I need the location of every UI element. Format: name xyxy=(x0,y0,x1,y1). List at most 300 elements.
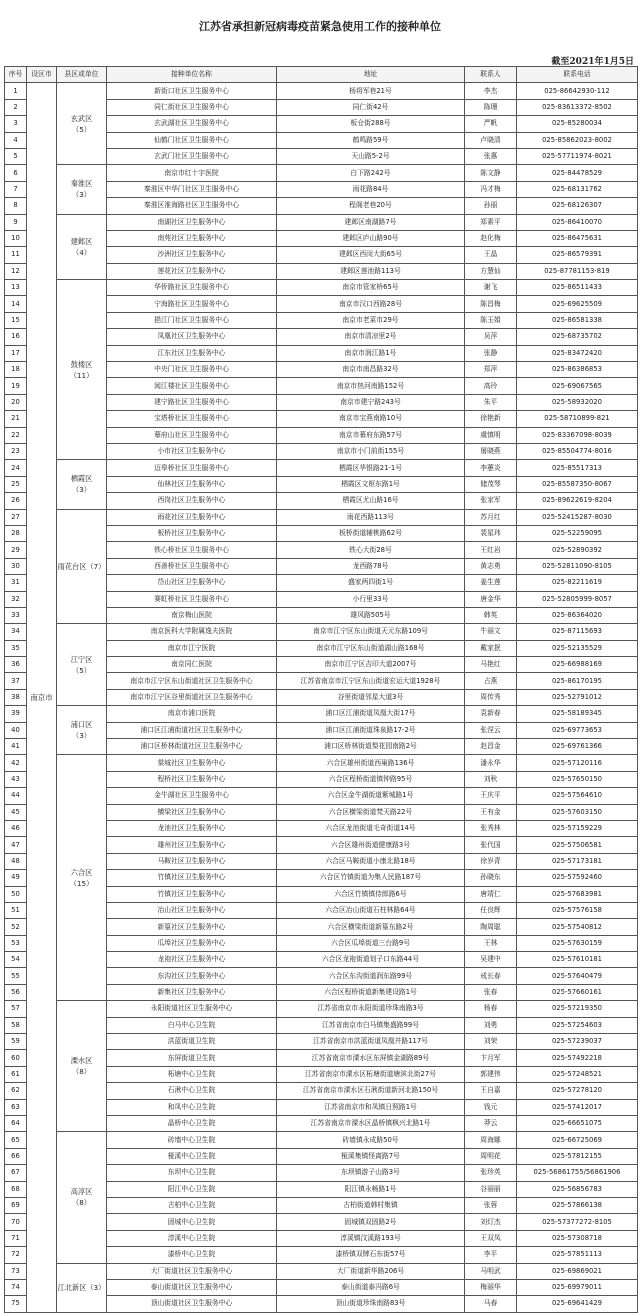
row-index: 67 xyxy=(5,1165,27,1181)
address: 六合区马鞍街道小康北路18号 xyxy=(277,853,465,869)
row-index: 60 xyxy=(5,1050,27,1066)
contact-person: 方慧仙 xyxy=(465,263,517,279)
phone: 025-66988169 xyxy=(517,657,638,673)
unit-name: 秦淮区淮海路社区卫生服务中心 xyxy=(107,198,277,214)
unit-name: 新集社区卫生服务中心 xyxy=(107,984,277,1000)
phone: 025-69067565 xyxy=(517,378,638,394)
row-index: 30 xyxy=(5,558,27,574)
unit-name: 冶山社区卫生服务中心 xyxy=(107,902,277,918)
unit-name: 漆桥中心卫生院 xyxy=(107,1247,277,1263)
unit-name: 龙池社区卫生服务中心 xyxy=(107,820,277,836)
contact-person: 杨春 xyxy=(465,1001,517,1017)
header-phone: 联系电话 xyxy=(517,67,638,83)
phone: 025-66651075 xyxy=(517,1116,638,1132)
phone: 025-57564610 xyxy=(517,788,638,804)
phone: 025-89622619-8204 xyxy=(517,493,638,509)
unit-name: 金牛湖社区卫生服务中心 xyxy=(107,788,277,804)
row-index: 10 xyxy=(5,230,27,246)
address: 江苏省南京市溧水区柘塘街道塘滨北街27号 xyxy=(277,1066,465,1082)
unit-name: 南京市江宁区东山街道社区卫生服务中心 xyxy=(107,673,277,689)
contact-person: 孙晓东 xyxy=(465,870,517,886)
phone: 025-85862023-8002 xyxy=(517,132,638,148)
phone: 025-56861755/56861906 xyxy=(517,1165,638,1181)
row-index: 39 xyxy=(5,706,27,722)
row-index: 71 xyxy=(5,1230,27,1246)
page-title: 江苏省承担新冠病毒疫苗紧急使用工作的接种单位 xyxy=(199,20,441,33)
contact-person: 戒长春 xyxy=(465,968,517,984)
district-cell xyxy=(57,1263,107,1312)
contact-person: 唐金华 xyxy=(465,591,517,607)
phone: 025-69625509 xyxy=(517,296,638,312)
address: 六合区龙袍街道划子口东路44号 xyxy=(277,952,465,968)
unit-name: 东屏街道卫生院 xyxy=(107,1050,277,1066)
row-index: 73 xyxy=(5,1263,27,1279)
unit-name: 南京市浦口医院 xyxy=(107,706,277,722)
row-index: 33 xyxy=(5,607,27,623)
address: 铁心大街28号 xyxy=(277,542,465,558)
unit-name: 东坝中心卫生院 xyxy=(107,1165,277,1181)
address: 古柏街道韩村集镇 xyxy=(277,1197,465,1213)
phone: 025-58710899-821 xyxy=(517,411,638,427)
unit-name: 仙鹤门社区卫生服务中心 xyxy=(107,132,277,148)
row-index: 65 xyxy=(5,1132,27,1148)
unit-name: 板桥社区卫生服务中心 xyxy=(107,525,277,541)
district-name: 浦口区 xyxy=(70,720,93,730)
row-index: 9 xyxy=(5,214,27,230)
contact-person: 孙丽 xyxy=(465,198,517,214)
address: 六合区竹镇街道为集人民路187号 xyxy=(277,870,465,886)
address: 六合区横梁街道新篁东路2号 xyxy=(277,919,465,935)
phone: 025-85517313 xyxy=(517,460,638,476)
phone: 025-69869021 xyxy=(517,1263,638,1279)
contact-person: 赵化梅 xyxy=(465,230,517,246)
address: 南京市江宁区吉印大道2007号 xyxy=(277,657,465,673)
contact-person: 王有金 xyxy=(465,804,517,820)
address: 六合区龙池街道毛奇街道14号 xyxy=(277,820,465,836)
contact-person: 潘永华 xyxy=(465,755,517,771)
row-index: 25 xyxy=(5,476,27,492)
row-index: 58 xyxy=(5,1017,27,1033)
district-cell xyxy=(57,1132,107,1263)
row-index: 48 xyxy=(5,853,27,869)
contact-person: 张静 xyxy=(465,345,517,361)
row-index: 28 xyxy=(5,525,27,541)
contact-person: 陈文静 xyxy=(465,165,517,181)
phone: 025-83613372-8502 xyxy=(517,99,638,115)
unit-name: 永阳街道社区卫生服务中心 xyxy=(107,1001,277,1017)
phone: 025-85587350-8067 xyxy=(517,476,638,492)
phone: 025-57239037 xyxy=(517,1034,638,1050)
phone: 025-86511433 xyxy=(517,280,638,296)
address: 江苏省南京市溧水区东屏镇金湖路89号 xyxy=(277,1050,465,1066)
address: 南京市建宁路243号 xyxy=(277,394,465,410)
phone: 025-69773653 xyxy=(517,722,638,738)
district-name: 江宁区 xyxy=(70,654,93,664)
phone: 025-57219350 xyxy=(517,1001,638,1017)
row-index: 35 xyxy=(5,640,27,656)
unit-name: 竹镇社区卫生服务中心 xyxy=(107,870,277,886)
unit-name: 宝塔桥社区卫生服务中心 xyxy=(107,411,277,427)
unit-name: 雨花社区卫生服务中心 xyxy=(107,509,277,525)
address: 江苏省南京市溧水区石湫街道新河北路150号 xyxy=(277,1083,465,1099)
contact-person: 张秀林 xyxy=(465,820,517,836)
table-row xyxy=(5,755,638,771)
address: 六合区冶山街道石柱林路64号 xyxy=(277,902,465,918)
address: 六合区程桥街道新集建设路1号 xyxy=(277,984,465,1000)
date-note: 截至2021年1月5日 xyxy=(551,57,634,67)
contact-person: 冯才梅 xyxy=(465,181,517,197)
phone: 025-57576158 xyxy=(517,902,638,918)
unit-name: 南京市江宁医院 xyxy=(107,640,277,656)
district-cell xyxy=(57,509,107,624)
phone: 025-86642930-112 xyxy=(517,83,638,99)
phone: 025-69641429 xyxy=(517,1296,638,1312)
table-row xyxy=(5,1001,638,1017)
contact-person: 刘灯杰 xyxy=(465,1214,517,1230)
phone: 025-52811090-8105 xyxy=(517,558,638,574)
phone: 025-57377272-8105 xyxy=(517,1214,638,1230)
unit-name: 雄州社区卫生服务中心 xyxy=(107,837,277,853)
contact-person: 朱平 xyxy=(465,394,517,410)
address: 程阁老巷20号 xyxy=(277,198,465,214)
district-count: （8） xyxy=(72,1198,91,1208)
row-index: 72 xyxy=(5,1247,27,1263)
phone: 025-68131762 xyxy=(517,181,638,197)
unit-name: 铁心桥社区卫生服务中心 xyxy=(107,542,277,558)
row-index: 21 xyxy=(5,411,27,427)
phone: 025-86581338 xyxy=(517,312,638,328)
district-cell xyxy=(57,460,107,509)
district-count: （3） xyxy=(72,485,91,495)
contact-person: 唐靖仁 xyxy=(465,886,517,902)
contact-person: 牛丽文 xyxy=(465,624,517,640)
address: 南京市热河南路152号 xyxy=(277,378,465,394)
unit-name: 沙洲社区卫生服务中心 xyxy=(107,247,277,263)
phone: 025-52415287-8030 xyxy=(517,509,638,525)
contact-person: 刘秋 xyxy=(465,771,517,787)
contact-person: 裴星玮 xyxy=(465,525,517,541)
contact-person: 梅丽华 xyxy=(465,1279,517,1295)
row-index: 75 xyxy=(5,1296,27,1312)
unit-name: 砖墙中心卫生院 xyxy=(107,1132,277,1148)
address: 南京市清凉里2号 xyxy=(277,329,465,345)
header-contact: 联系人 xyxy=(465,67,517,83)
unit-name: 同仁街社区卫生服务中心 xyxy=(107,99,277,115)
phone: 025-86579391 xyxy=(517,247,638,263)
contact-person: 卢晓清 xyxy=(465,132,517,148)
contact-person: 王晶 xyxy=(465,247,517,263)
contact-person: 马春 xyxy=(465,1296,517,1312)
row-index: 5 xyxy=(5,148,27,164)
address: 龙西路78号 xyxy=(277,558,465,574)
contact-person: 陈珊 xyxy=(465,99,517,115)
contact-person: 郑萍 xyxy=(465,362,517,378)
unit-name: 竹镇社区卫生服务中心 xyxy=(107,886,277,902)
unit-name: 玄武门社区卫生服务中心 xyxy=(107,148,277,164)
address: 六合区金牛湖街道紫城路1号 xyxy=(277,788,465,804)
phone: 025-57278120 xyxy=(517,1083,638,1099)
phone: 025-57851113 xyxy=(517,1247,638,1263)
district-count: （8） xyxy=(72,1067,91,1077)
phone: 025-68735702 xyxy=(517,329,638,345)
phone: 025-82211619 xyxy=(517,575,638,591)
contact-person: 马明武 xyxy=(465,1263,517,1279)
unit-name: 建宁路社区卫生服务中心 xyxy=(107,394,277,410)
contact-person: 王双凤 xyxy=(465,1230,517,1246)
address: 大厂街道新华路206号 xyxy=(277,1263,465,1279)
row-index: 17 xyxy=(5,345,27,361)
contact-person: 徐艳新 xyxy=(465,411,517,427)
phone: 025-57120116 xyxy=(517,755,638,771)
vaccination-table xyxy=(4,66,638,1313)
address: 江苏省南京市白马镇集盛路99号 xyxy=(277,1017,465,1033)
phone: 025-85504774-8016 xyxy=(517,443,638,459)
district-count: （15） xyxy=(69,878,94,888)
table-row xyxy=(5,165,638,181)
row-index: 2 xyxy=(5,99,27,115)
phone: 025-68126307 xyxy=(517,198,638,214)
unit-name: 柘塘中心卫生院 xyxy=(107,1066,277,1082)
unit-name: 顶山街道社区卫生服务中心 xyxy=(107,1296,277,1312)
contact-person: 姜生莲 xyxy=(465,575,517,591)
address: 南京市幕府东路57号 xyxy=(277,427,465,443)
phone: 025-86170195 xyxy=(517,673,638,689)
district-cell xyxy=(57,624,107,706)
unit-name: 挹江门社区卫生服务中心 xyxy=(107,312,277,328)
phone: 025-87115693 xyxy=(517,624,638,640)
address: 鹤鸣路59号 xyxy=(277,132,465,148)
phone: 025-57159229 xyxy=(517,820,638,836)
address: 建邺区莲池路113号 xyxy=(277,263,465,279)
phone: 025-57640479 xyxy=(517,968,638,984)
unit-name: 古柏中心卫生院 xyxy=(107,1197,277,1213)
district-cell xyxy=(57,280,107,460)
address: 淳溪镇汶溪路193号 xyxy=(277,1230,465,1246)
address: 六合区瓜埠街道三台路9号 xyxy=(277,935,465,951)
row-index: 68 xyxy=(5,1181,27,1197)
unit-name: 西善桥社区卫生服务中心 xyxy=(107,558,277,574)
row-index: 40 xyxy=(5,722,27,738)
unit-name: 中央门社区卫生服务中心 xyxy=(107,362,277,378)
address: 南京市汉口西路28号 xyxy=(277,296,465,312)
unit-name: 西岗社区卫生服务中心 xyxy=(107,493,277,509)
contact-person: 郑素平 xyxy=(465,214,517,230)
row-index: 26 xyxy=(5,493,27,509)
unit-name: 岱山社区卫生服务中心 xyxy=(107,575,277,591)
phone: 025-56856783 xyxy=(517,1181,638,1197)
unit-name: 莲花社区卫生服务中心 xyxy=(107,263,277,279)
phone: 025-83367098-8039 xyxy=(517,427,638,443)
phone: 025-52791012 xyxy=(517,689,638,705)
contact-person: 张涅云 xyxy=(465,722,517,738)
row-index: 14 xyxy=(5,296,27,312)
district-cell xyxy=(57,165,107,214)
unit-name: 南苑社区卫生服务中心 xyxy=(107,230,277,246)
phone: 025-52259095 xyxy=(517,525,638,541)
address: 江苏省南京市江宁区东山街道宏运大道1928号 xyxy=(277,673,465,689)
phone: 025-57248521 xyxy=(517,1066,638,1082)
row-index: 63 xyxy=(5,1099,27,1115)
contact-person: 张珍英 xyxy=(465,1165,517,1181)
unit-name: 华侨路社区卫生服务中心 xyxy=(107,280,277,296)
row-index: 44 xyxy=(5,788,27,804)
district-name: 高淳区 xyxy=(70,1187,93,1197)
row-index: 6 xyxy=(5,165,27,181)
address: 桠溪集镇怪离路7号 xyxy=(277,1148,465,1164)
contact-person: 李蕙炎 xyxy=(465,460,517,476)
phone: 025-57506581 xyxy=(517,837,638,853)
address: 小行里33号 xyxy=(277,591,465,607)
unit-name: 晶桥中心卫生院 xyxy=(107,1116,277,1132)
contact-person: 张惠 xyxy=(465,148,517,164)
row-index: 70 xyxy=(5,1214,27,1230)
row-index: 19 xyxy=(5,378,27,394)
address: 南京市江宁区东山街道天元东路109号 xyxy=(277,624,465,640)
contact-person: 占燕 xyxy=(465,673,517,689)
row-index: 29 xyxy=(5,542,27,558)
address: 建邺区南湖路7号 xyxy=(277,214,465,230)
unit-name: 洪蓝街道卫生院 xyxy=(107,1034,277,1050)
unit-name: 仙林社区卫生服务中心 xyxy=(107,476,277,492)
row-index: 34 xyxy=(5,624,27,640)
table-row xyxy=(5,624,638,640)
contact-person: 王自嘉 xyxy=(465,1083,517,1099)
unit-name: 南京市红十字医院 xyxy=(107,165,277,181)
district-cell xyxy=(57,1001,107,1132)
contact-person: 王林 xyxy=(465,935,517,951)
address: 阳江镇永畅路1号 xyxy=(277,1181,465,1197)
contact-person: 戴家抿 xyxy=(465,640,517,656)
district-cell xyxy=(57,706,107,755)
contact-person: 李杰 xyxy=(465,83,517,99)
phone: 025-57540812 xyxy=(517,919,638,935)
district-count: （11） xyxy=(69,370,94,380)
phone: 025-57630159 xyxy=(517,935,638,951)
district-cell xyxy=(57,83,107,165)
district-count: （3） xyxy=(72,190,91,200)
contact-person: 谷丽丽 xyxy=(465,1181,517,1197)
phone: 025-52890392 xyxy=(517,542,638,558)
unit-name: 迈皋桥社区卫生服务中心 xyxy=(107,460,277,476)
address: 六合区竹镇镇侍郎路6号 xyxy=(277,886,465,902)
contact-person: 张蓉 xyxy=(465,1197,517,1213)
district-name: 建邺区 xyxy=(70,236,93,246)
row-index: 69 xyxy=(5,1197,27,1213)
row-index: 37 xyxy=(5,673,27,689)
contact-person: 刘荣 xyxy=(465,1034,517,1050)
table-row xyxy=(5,509,638,525)
unit-name: 浦口区江浦街道社区卫生服务中心 xyxy=(107,722,277,738)
row-index: 23 xyxy=(5,443,27,459)
address: 白下路242号 xyxy=(277,165,465,181)
contact-person: 王红岩 xyxy=(465,542,517,558)
unit-name: 横梁社区卫生服务中心 xyxy=(107,804,277,820)
phone: 025-52135529 xyxy=(517,640,638,656)
address: 六合区横梁街道梵天路22号 xyxy=(277,804,465,820)
contact-person: 赵昌金 xyxy=(465,739,517,755)
unit-name: 泰山街道社区卫生服务中心 xyxy=(107,1279,277,1295)
row-index: 50 xyxy=(5,886,27,902)
row-index: 22 xyxy=(5,427,27,443)
unit-name: 玄武湖社区卫生服务中心 xyxy=(107,116,277,132)
contact-person: 张家军 xyxy=(465,493,517,509)
row-index: 15 xyxy=(5,312,27,328)
row-index: 11 xyxy=(5,247,27,263)
table-row xyxy=(5,83,638,99)
city-cell: 南京市 xyxy=(27,83,57,1312)
address: 东坝镇游子山路3号 xyxy=(277,1165,465,1181)
contact-person: 任良辉 xyxy=(465,902,517,918)
row-index: 43 xyxy=(5,771,27,787)
phone: 025-57812155 xyxy=(517,1148,638,1164)
phone: 025-57683981 xyxy=(517,886,638,902)
contact-person: 张代国 xyxy=(465,837,517,853)
row-index: 47 xyxy=(5,837,27,853)
contact-person: 钱元 xyxy=(465,1099,517,1115)
contact-person: 陈玉娟 xyxy=(465,312,517,328)
phone: 025-86475631 xyxy=(517,230,638,246)
district-name: 鼓楼区 xyxy=(70,359,93,369)
address: 杨将军巷21号 xyxy=(277,83,465,99)
row-index: 16 xyxy=(5,329,27,345)
table-row xyxy=(5,1263,638,1279)
row-index: 32 xyxy=(5,591,27,607)
row-index: 54 xyxy=(5,952,27,968)
table-row xyxy=(5,214,638,230)
unit-name: 南湖社区卫生服务中心 xyxy=(107,214,277,230)
contact-person: 苏月红 xyxy=(465,509,517,525)
unit-name: 秦淮区中华门社区卫生服务中心 xyxy=(107,181,277,197)
row-index: 1 xyxy=(5,83,27,99)
contact-person: 卞月军 xyxy=(465,1050,517,1066)
address: 谷里街道邻星大道3号 xyxy=(277,689,465,705)
row-index: 3 xyxy=(5,116,27,132)
phone: 025-57603150 xyxy=(517,804,638,820)
row-index: 61 xyxy=(5,1066,27,1082)
phone: 025-57650150 xyxy=(517,771,638,787)
address: 同仁街42号 xyxy=(277,99,465,115)
unit-name: 江东社区卫生服务中心 xyxy=(107,345,277,361)
phone: 025-58189345 xyxy=(517,706,638,722)
district-name: 溧水区 xyxy=(70,1056,93,1066)
row-index: 36 xyxy=(5,657,27,673)
contact-person: 张春 xyxy=(465,984,517,1000)
contact-person: 高玲 xyxy=(465,378,517,394)
phone: 025-57660161 xyxy=(517,984,638,1000)
district-name: 玄武区 xyxy=(70,113,93,123)
district-cell xyxy=(57,755,107,1001)
row-index: 4 xyxy=(5,132,27,148)
row-index: 64 xyxy=(5,1116,27,1132)
unit-name: 浦口区桥林街道社区卫生服务中心 xyxy=(107,739,277,755)
header-index: 序号 xyxy=(5,67,27,83)
district-count: （4） xyxy=(72,247,91,257)
phone: 025-86386853 xyxy=(517,362,638,378)
row-index: 45 xyxy=(5,804,27,820)
address: 六合区雄州街道健康路3号 xyxy=(277,837,465,853)
contact-person: 黄志勇 xyxy=(465,558,517,574)
contact-person: 徐岁青 xyxy=(465,853,517,869)
address: 板桥街道辅桃路62号 xyxy=(277,525,465,541)
address: 南京市管家桥65号 xyxy=(277,280,465,296)
phone: 025-57866138 xyxy=(517,1197,638,1213)
row-index: 18 xyxy=(5,362,27,378)
address: 南京市江宁区东山街道湖山路168号 xyxy=(277,640,465,656)
row-index: 38 xyxy=(5,689,27,705)
header-city: 设区市 xyxy=(27,67,57,83)
contact-person: 周明花 xyxy=(465,1148,517,1164)
row-index: 66 xyxy=(5,1148,27,1164)
